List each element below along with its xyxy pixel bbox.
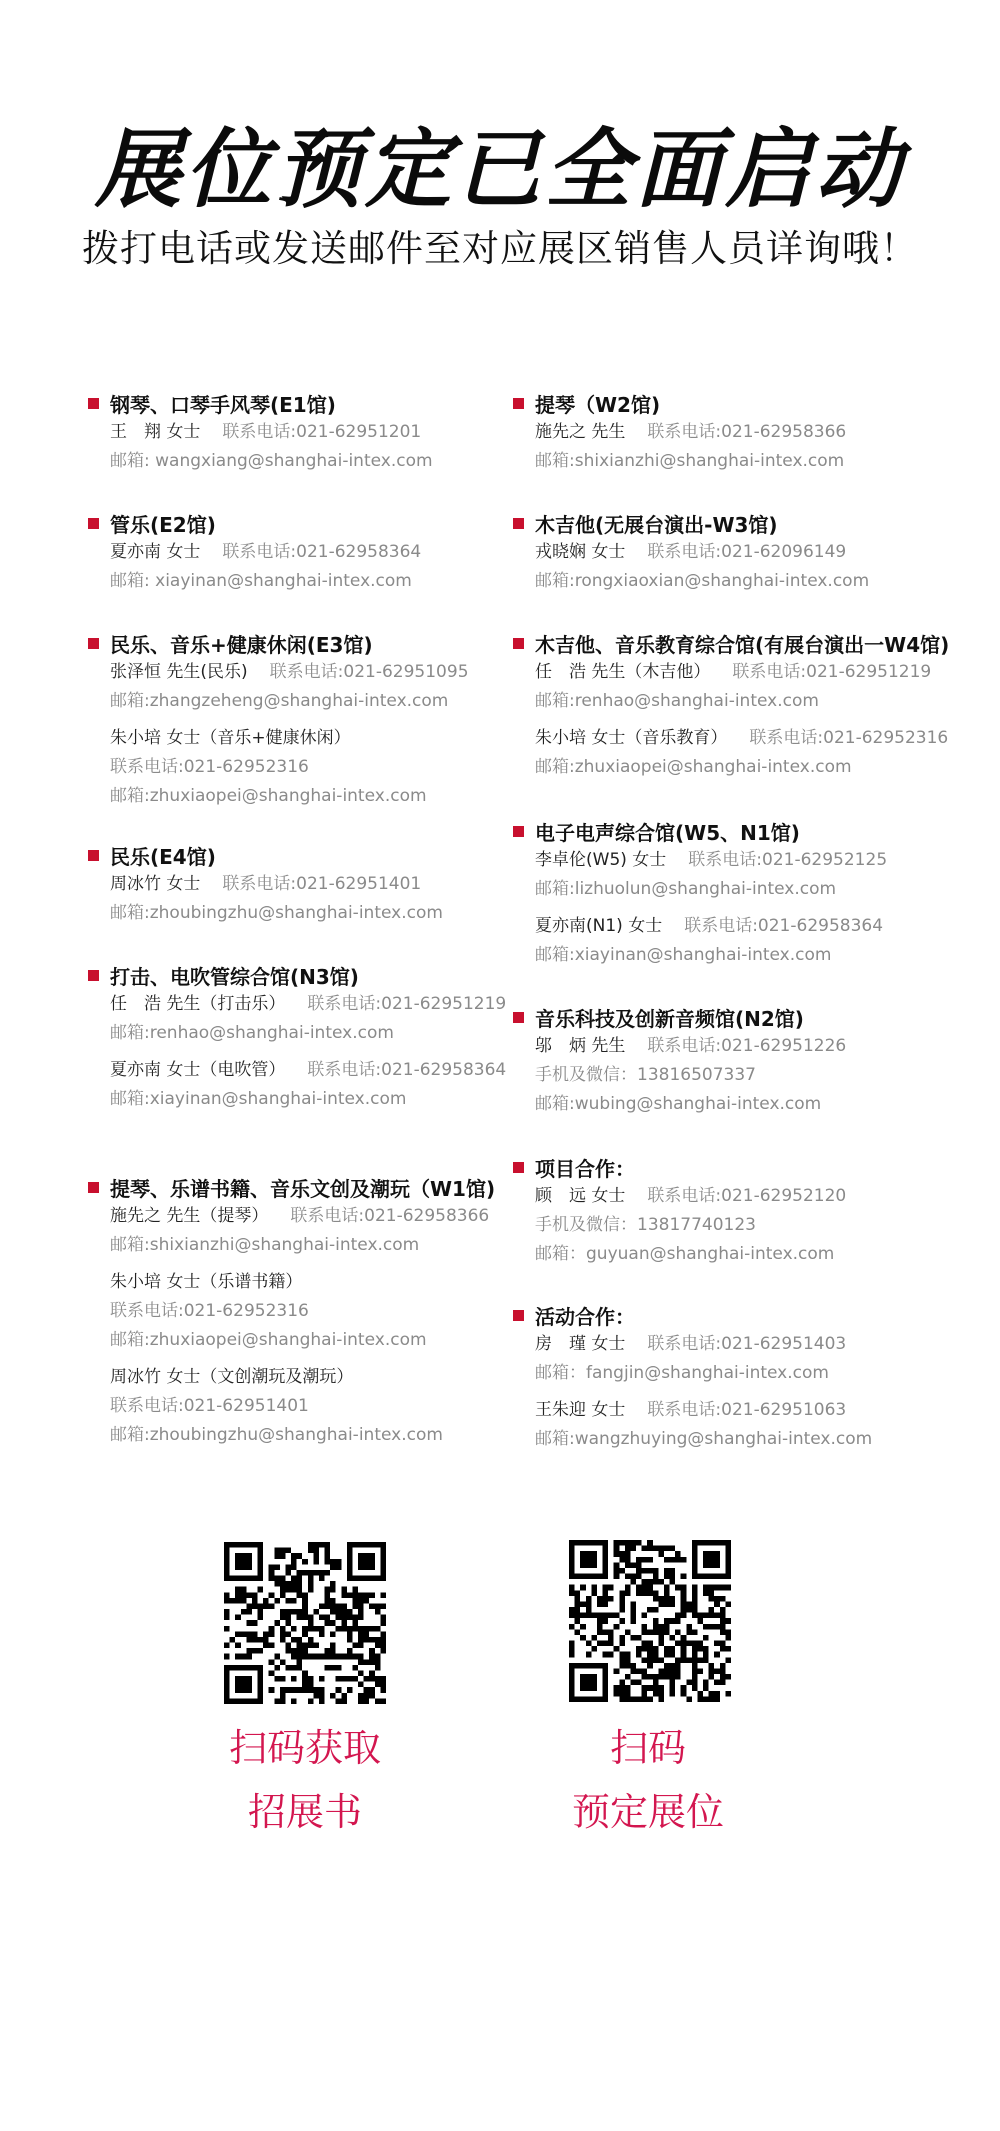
contact-line — [535, 567, 869, 596]
contact-entry — [110, 1056, 506, 1114]
contact-name: 房 瑾 女士 — [535, 1334, 626, 1354]
contact-phone: 联系电话:021-62958364 — [684, 916, 884, 936]
contact-name: 顾 远 女士 — [535, 1186, 626, 1206]
contact-line — [535, 912, 887, 941]
contact-name: 邬 炳 先生 — [535, 1036, 626, 1056]
contact-email[interactable]: 邮箱:zhuxiaopei@shanghai-intex.com — [535, 757, 852, 777]
contact-line — [110, 1268, 495, 1297]
section-title: 电子电声综合馆(W5、N1馆) — [535, 820, 800, 845]
qr-caption-booking-line1: 扫码 — [609, 1726, 686, 1770]
contact-line — [110, 1056, 506, 1085]
contact-email[interactable]: 邮箱: xiayinan@shanghai-intex.com — [110, 571, 412, 591]
page-title: 展位预定已全面启动 — [95, 120, 905, 220]
contact-name: 朱小培 女士（音乐教育） — [535, 728, 728, 748]
contact-email[interactable]: 邮箱:zhoubingzhu@shanghai-intex.com — [110, 903, 443, 923]
qr-code-brochure[interactable] — [224, 1542, 386, 1704]
contact-phone: 手机及微信：13817740123 — [535, 1215, 756, 1235]
contact-line — [535, 447, 846, 476]
contact-line — [110, 567, 421, 596]
section-title: 打击、电吹管综合馆(N3馆) — [110, 964, 359, 989]
contact-line — [110, 1363, 495, 1392]
contact-line — [110, 1421, 495, 1450]
contact-name: 王 翔 女士 — [110, 422, 201, 442]
contact-email[interactable]: 邮箱:xiayinan@shanghai-intex.com — [535, 945, 832, 965]
section-title: 音乐科技及创新音频馆(N2馆) — [535, 1006, 804, 1031]
contact-phone: 联系电话:021-62951401 — [110, 1396, 309, 1416]
contact-email[interactable]: 邮箱:shixianzhi@shanghai-intex.com — [535, 451, 845, 471]
square-bullet-icon — [513, 1012, 524, 1023]
section-title: 提琴（W2馆) — [535, 392, 661, 417]
contact-name: 朱小培 女士（乐谱书籍） — [110, 1272, 303, 1292]
contact-email[interactable]: 邮箱:zhangzeheng@shanghai-intex.com — [110, 691, 449, 711]
section-title: 活动合作： — [535, 1304, 635, 1329]
contact-line — [110, 1085, 506, 1114]
contact-line — [110, 1297, 495, 1326]
contact-line — [535, 1425, 872, 1454]
qr-caption-brochure — [155, 1716, 455, 1844]
contact-entry — [535, 1032, 846, 1119]
contact-email[interactable]: 邮箱:renhao@shanghai-intex.com — [110, 1023, 394, 1043]
contact-email[interactable]: 邮箱:zhuxiaopei@shanghai-intex.com — [110, 1330, 427, 1350]
section-title: 木吉他、音乐教育综合馆(有展台演出一W4馆) — [535, 632, 950, 657]
contact-line — [110, 899, 443, 928]
contact-section — [513, 1152, 846, 1269]
contact-line — [535, 1240, 846, 1269]
contact-line — [110, 687, 469, 716]
contact-line — [110, 990, 506, 1019]
contact-name: 夏亦南 女士 — [110, 542, 201, 562]
contact-line — [535, 724, 949, 753]
square-bullet-icon — [513, 1162, 524, 1173]
contact-line — [110, 418, 433, 447]
section-title: 钢琴、口琴手风琴(E1馆) — [110, 392, 336, 417]
section-header — [88, 508, 421, 538]
contact-name: 施先之 先生（提琴） — [110, 1206, 269, 1226]
contact-entry — [535, 846, 887, 904]
contact-entry — [110, 1363, 495, 1450]
contact-email[interactable]: 邮箱: wangxiang@shanghai-intex.com — [110, 451, 433, 471]
contact-phone: 联系电话:021-62958364 — [307, 1060, 507, 1080]
contact-line — [535, 1359, 872, 1388]
contact-phone: 联系电话:021-62958366 — [647, 422, 847, 442]
section-header — [513, 816, 887, 846]
contact-line — [535, 1396, 872, 1425]
contact-phone: 联系电话:021-62951063 — [647, 1400, 847, 1420]
page-subtitle: 拨打电话或发送邮件至对应展区销售人员详询哦！ — [82, 227, 918, 270]
contact-entry — [535, 538, 869, 596]
contact-phone: 联系电话:021-62952125 — [688, 850, 888, 870]
contact-section — [513, 816, 887, 970]
section-header — [513, 1002, 846, 1032]
contact-line — [535, 753, 949, 782]
contact-line — [535, 1032, 846, 1061]
contact-entry — [535, 912, 887, 970]
contact-entry — [535, 658, 949, 716]
contact-phone: 联系电话:021-62096149 — [647, 542, 847, 562]
contact-phone: 手机及微信：13816507337 — [535, 1065, 756, 1085]
contact-section — [513, 1300, 872, 1454]
contact-line — [110, 724, 469, 753]
contact-name: 夏亦南 女士（电吹管） — [110, 1060, 286, 1080]
contact-phone: 联系电话:021-62951401 — [222, 874, 422, 894]
square-bullet-icon — [88, 1182, 99, 1193]
contact-name: 施先之 先生 — [535, 422, 626, 442]
contact-email[interactable]: 邮箱：fangjin@shanghai-intex.com — [535, 1363, 829, 1383]
contact-line — [110, 1019, 506, 1048]
contact-line — [110, 1202, 495, 1231]
contact-line — [110, 1326, 495, 1355]
contact-entry — [535, 418, 846, 476]
contact-email[interactable]: 邮箱：guyuan@shanghai-intex.com — [535, 1244, 835, 1264]
square-bullet-icon — [513, 398, 524, 409]
contact-entry — [110, 1268, 495, 1355]
contact-line — [110, 753, 469, 782]
square-bullet-icon — [88, 850, 99, 861]
contact-section — [513, 508, 869, 596]
contact-line — [535, 875, 887, 904]
contact-section — [88, 628, 469, 811]
contact-phone: 联系电话:021-62952316 — [110, 1301, 309, 1321]
section-header — [513, 1152, 846, 1182]
contact-line — [535, 1211, 846, 1240]
section-header — [88, 840, 443, 870]
contact-email[interactable]: 邮箱:wubing@shanghai-intex.com — [535, 1094, 822, 1114]
section-header — [513, 388, 846, 418]
contact-entry — [110, 1202, 495, 1260]
contact-line — [535, 941, 887, 970]
contact-line — [535, 1090, 846, 1119]
qr-caption-brochure-line2: 招展书 — [247, 1790, 362, 1834]
contact-name: 任 浩 先生（木吉他） — [535, 662, 711, 682]
contact-phone: 联系电话:021-62958364 — [222, 542, 422, 562]
section-header — [88, 388, 433, 418]
contact-line — [535, 1330, 872, 1359]
contact-name: 周冰竹 女士（文创潮玩及潮玩） — [110, 1367, 354, 1387]
section-header — [88, 1172, 495, 1202]
square-bullet-icon — [513, 638, 524, 649]
contact-line — [110, 658, 469, 687]
contact-name: 王朱迎 女士 — [535, 1400, 626, 1420]
contact-email[interactable]: 邮箱:rongxiaoxian@shanghai-intex.com — [535, 571, 870, 591]
contact-phone: 联系电话:021-62951226 — [647, 1036, 847, 1056]
section-header — [88, 960, 506, 990]
section-title: 提琴、乐谱书籍、音乐文创及潮玩（W1馆) — [110, 1176, 496, 1201]
section-header — [513, 1300, 872, 1330]
contact-line — [110, 538, 421, 567]
contact-name: 夏亦南(N1) 女士 — [535, 916, 663, 936]
section-header — [513, 628, 949, 658]
square-bullet-icon — [513, 826, 524, 837]
square-bullet-icon — [513, 518, 524, 529]
contact-section — [513, 388, 846, 476]
contact-line — [535, 538, 869, 567]
contact-email[interactable]: 邮箱:zhuxiaopei@shanghai-intex.com — [110, 786, 427, 806]
contact-phone: 联系电话:021-62951403 — [647, 1334, 847, 1354]
contact-line — [110, 447, 433, 476]
qr-caption-brochure-line1: 扫码获取 — [228, 1726, 381, 1770]
contact-name: 李卓伦(W5) 女士 — [535, 850, 667, 870]
contact-phone: 联系电话:021-62958366 — [290, 1206, 490, 1226]
contact-entry — [110, 724, 469, 811]
contact-entry — [110, 538, 421, 596]
section-title: 项目合作： — [535, 1156, 635, 1181]
contact-phone: 联系电话:021-62951095 — [269, 662, 469, 682]
contact-name: 戎晓娴 女士 — [535, 542, 626, 562]
contact-entry — [110, 990, 506, 1048]
square-bullet-icon — [513, 1310, 524, 1321]
contact-phone: 联系电话:021-62951201 — [222, 422, 422, 442]
qr-caption-booking — [498, 1716, 798, 1844]
contact-section — [88, 1172, 495, 1450]
contact-phone: 联系电话:021-62951219 — [307, 994, 507, 1014]
contact-line — [110, 870, 443, 899]
contact-entry — [535, 724, 949, 782]
section-header — [88, 628, 469, 658]
contact-phone: 联系电话:021-62951219 — [732, 662, 932, 682]
contact-phone: 联系电话:021-62952316 — [110, 757, 309, 777]
qr-code-booking[interactable] — [569, 1540, 731, 1702]
contact-phone: 联系电话:021-62952120 — [647, 1186, 847, 1206]
contact-name: 任 浩 先生（打击乐） — [110, 994, 286, 1014]
section-title: 民乐(E4馆) — [110, 844, 216, 869]
contact-line — [535, 1182, 846, 1211]
contact-entry — [535, 1396, 872, 1454]
section-title: 管乐(E2馆) — [110, 512, 216, 537]
square-bullet-icon — [88, 398, 99, 409]
section-title: 民乐、音乐+健康休闲(E3馆) — [110, 632, 373, 657]
contact-section — [88, 388, 433, 476]
contact-entry — [535, 1182, 846, 1269]
contact-section — [88, 840, 443, 928]
contact-entry — [110, 870, 443, 928]
contact-name: 张泽恒 先生(民乐) — [110, 662, 248, 682]
contact-section — [513, 628, 949, 782]
contact-section — [513, 1002, 846, 1119]
contact-line — [535, 846, 887, 875]
section-title: 木吉他(无展台演出-W3馆) — [535, 512, 778, 537]
contact-name: 周冰竹 女士 — [110, 874, 201, 894]
qr-caption-booking-line2: 预定展位 — [571, 1790, 724, 1834]
contact-entry — [535, 1330, 872, 1388]
square-bullet-icon — [88, 970, 99, 981]
contact-email[interactable]: 邮箱:lizhuolun@shanghai-intex.com — [535, 879, 837, 899]
section-header — [513, 508, 869, 538]
square-bullet-icon — [88, 518, 99, 529]
contact-line — [535, 1061, 846, 1090]
contact-line — [535, 687, 949, 716]
contact-entry — [110, 418, 433, 476]
contact-line — [535, 418, 846, 447]
contact-email[interactable]: 邮箱:wangzhuying@shanghai-intex.com — [535, 1429, 873, 1449]
contact-entry — [110, 658, 469, 716]
contact-line — [110, 1231, 495, 1260]
contact-line — [535, 658, 949, 687]
contact-section — [88, 960, 506, 1114]
contact-section — [88, 508, 421, 596]
contact-line — [110, 1392, 495, 1421]
square-bullet-icon — [88, 638, 99, 649]
contact-email[interactable]: 邮箱:zhoubingzhu@shanghai-intex.com — [110, 1425, 443, 1445]
contact-email[interactable]: 邮箱:xiayinan@shanghai-intex.com — [110, 1089, 407, 1109]
contact-line — [110, 782, 469, 811]
contact-email[interactable]: 邮箱:shixianzhi@shanghai-intex.com — [110, 1235, 420, 1255]
contact-phone: 联系电话:021-62952316 — [749, 728, 949, 748]
contact-email[interactable]: 邮箱:renhao@shanghai-intex.com — [535, 691, 819, 711]
contact-name: 朱小培 女士（音乐+健康休闲） — [110, 728, 351, 748]
